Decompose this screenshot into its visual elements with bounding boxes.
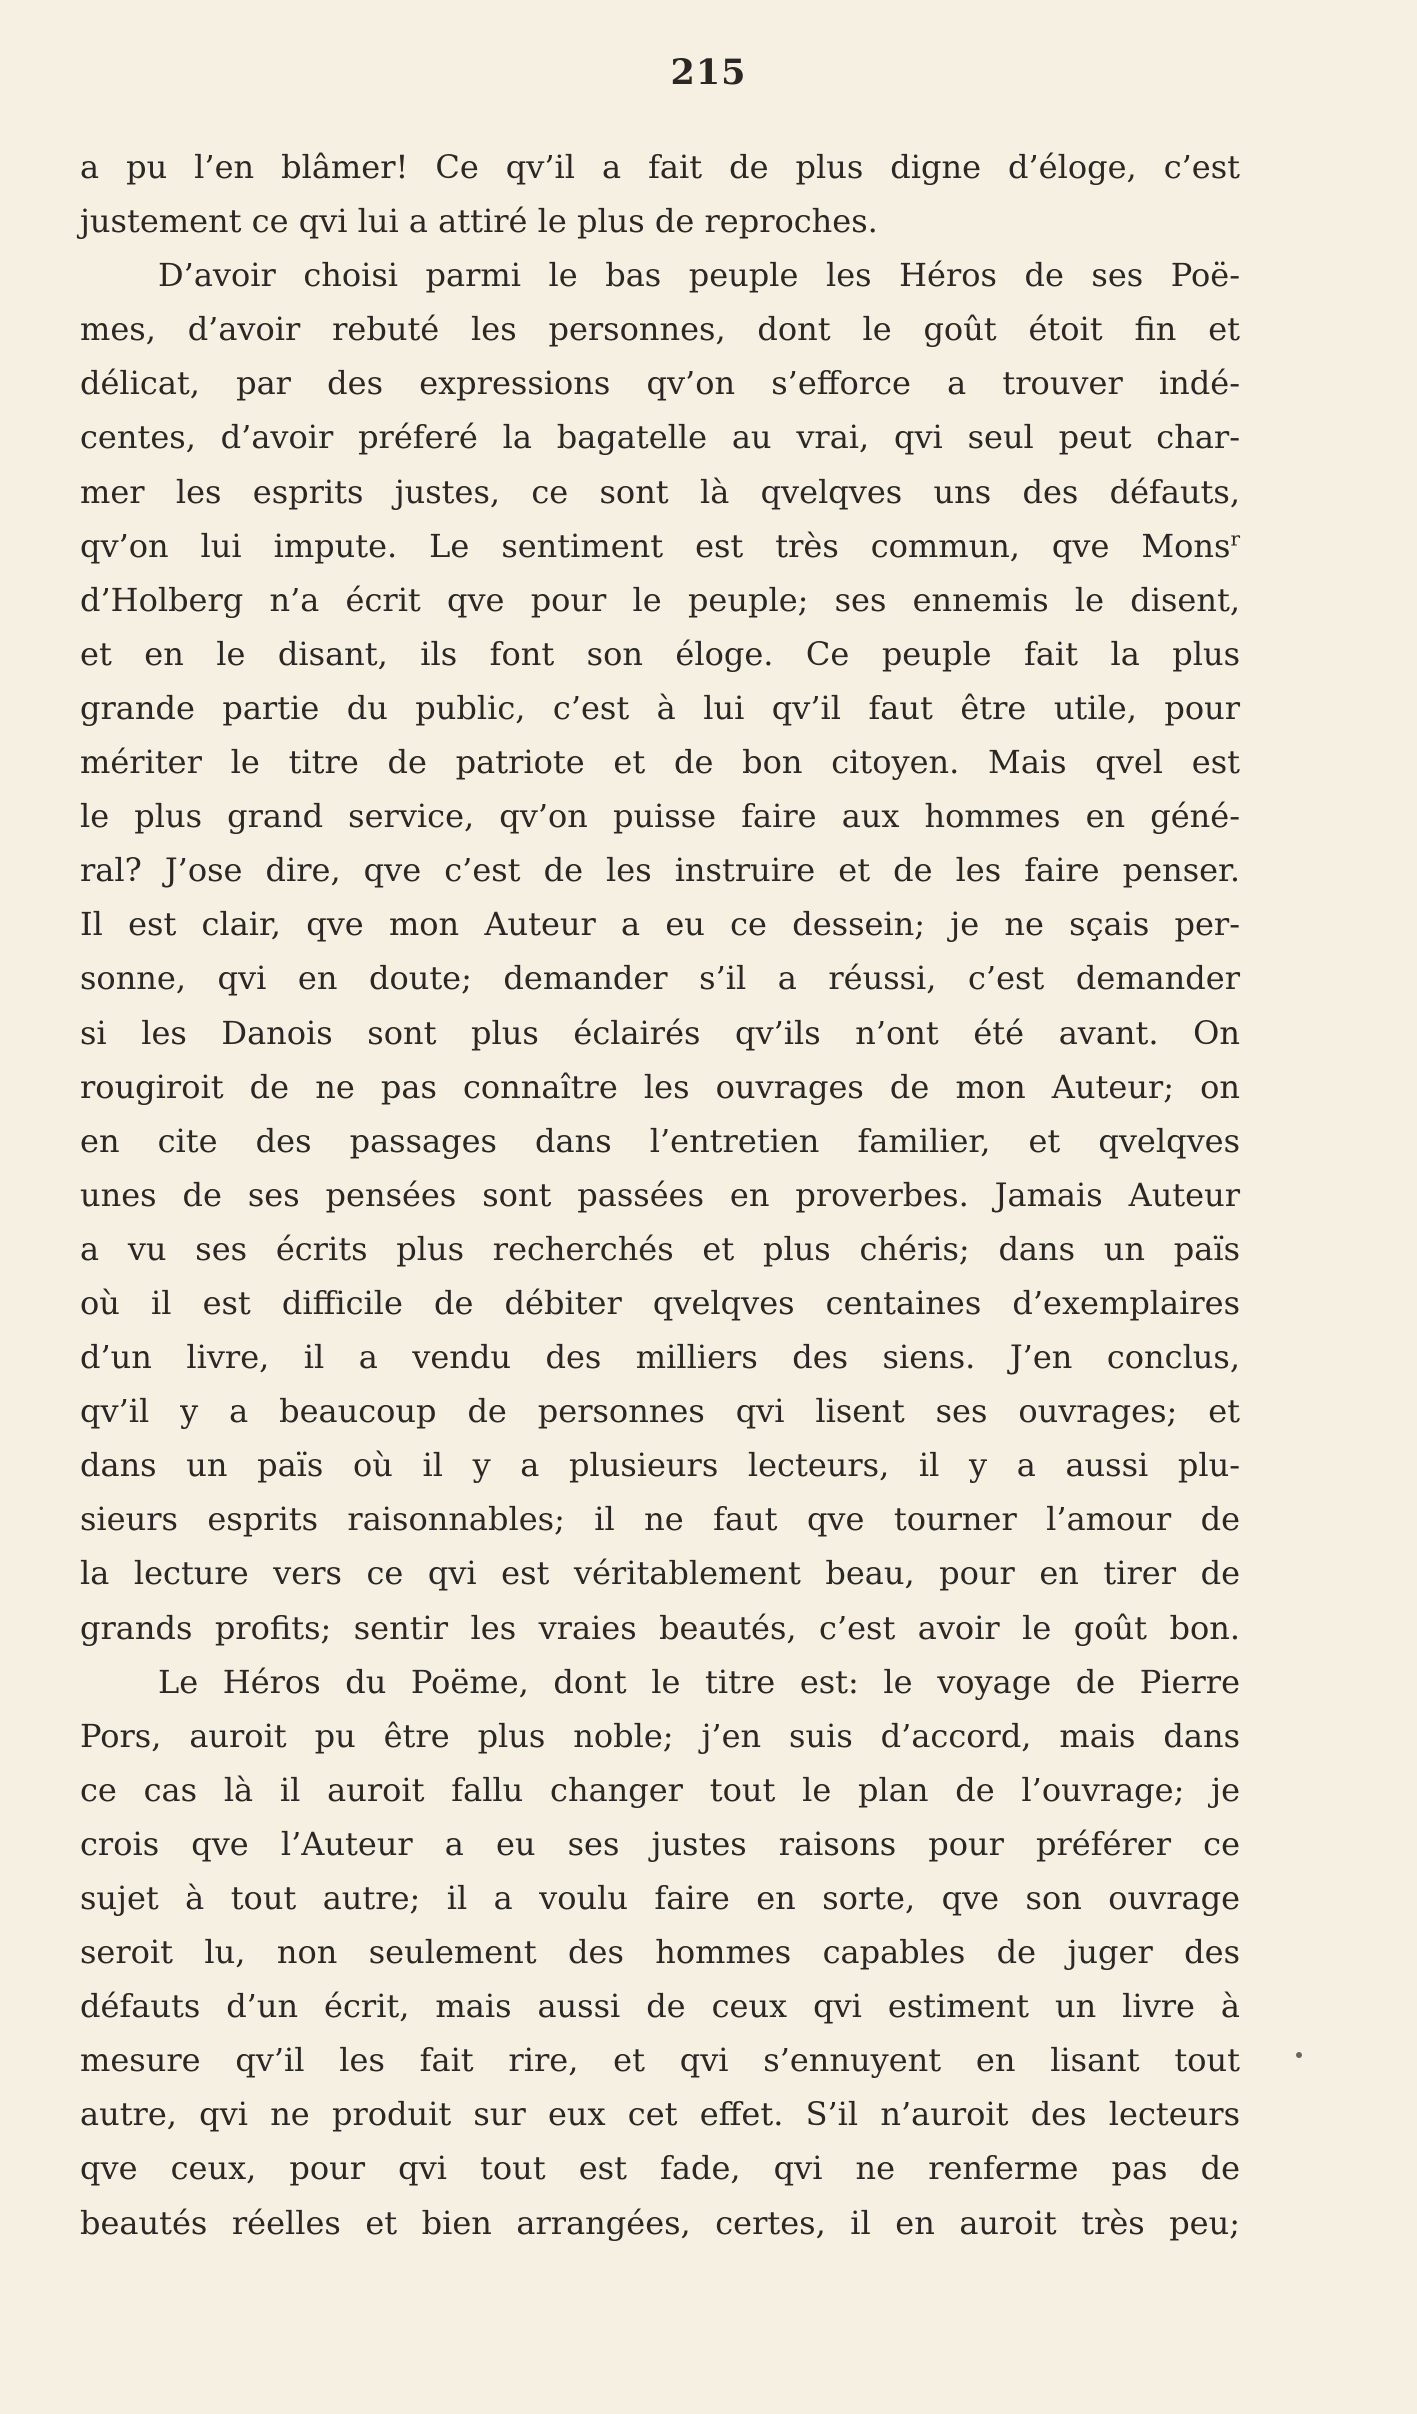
text-line bbox=[80, 302, 1240, 356]
text-line bbox=[80, 2196, 1240, 2250]
text-line-content: a pu l’en blâmer! Ce qv’il a fait de plus digne d’éloge, c’est bbox=[80, 148, 1240, 186]
text-line bbox=[80, 2087, 1240, 2141]
text-line bbox=[80, 140, 1240, 194]
text-line bbox=[80, 1168, 1240, 1222]
text-line bbox=[80, 1546, 1240, 1600]
text-line-content: défauts d’un écrit, mais aussi de ceux qvi estiment un livre à bbox=[80, 1987, 1240, 2026]
text-line-content: Pors, auroit pu être plus noble; j’en suis d’accord, mais dans bbox=[80, 1716, 1240, 1755]
text-line-content: mes, d’avoir rebuté les personnes, dont le goût étoit fin et bbox=[80, 310, 1240, 349]
text-line-content: sujet à tout autre; il a voulu faire en sorte, qve son ouvrage bbox=[80, 1879, 1240, 1917]
text-line bbox=[80, 248, 1240, 302]
text-line bbox=[80, 1709, 1240, 1763]
text-line bbox=[80, 1384, 1240, 1438]
margin-dot bbox=[1296, 2052, 1302, 2058]
text-line-content: seroit lu, non seulement des hommes capables de juger des bbox=[80, 1933, 1240, 1972]
text-line bbox=[80, 465, 1240, 519]
text-line bbox=[80, 1925, 1240, 1979]
text-line bbox=[80, 356, 1240, 410]
text-line-content: si les Danois sont plus éclairés qv’ils n’ont été avant. On bbox=[80, 1013, 1240, 1052]
text-line-content: mer les esprits justes, ce sont là qvelqves uns des défauts, bbox=[80, 472, 1240, 511]
text-line bbox=[80, 519, 1240, 573]
text-line bbox=[80, 1006, 1240, 1060]
text-line-content: ce cas là il auroit fallu changer tout le plan de l’ouvrage; je bbox=[80, 1770, 1240, 1809]
body-text bbox=[80, 140, 1240, 2250]
text-line bbox=[80, 1276, 1240, 1330]
text-line bbox=[80, 843, 1240, 897]
text-line bbox=[80, 194, 1240, 248]
text-line bbox=[80, 1492, 1240, 1546]
text-line-content: d’Holberg n’a écrit qve pour le peuple; ses ennemis le disent, bbox=[80, 580, 1240, 619]
text-line-content: en cite des passages dans l’entretien familier, et qvelqves bbox=[80, 1121, 1240, 1160]
page-number: 215 bbox=[670, 52, 747, 93]
text-line bbox=[80, 1114, 1240, 1168]
text-line-content: centes, d’avoir préferé la bagatelle au vrai, qvi seul peut char- bbox=[80, 418, 1240, 457]
text-line-content: beautés réelles et bien arrangées, certes, il en auroit très peu; bbox=[80, 2203, 1240, 2242]
text-line-content: Le Héros du Poëme, dont le titre est: le voyage de Pierre bbox=[158, 1662, 1240, 1701]
text-line-content: sieurs esprits raisonnables; il ne faut qve tourner l’amour de bbox=[80, 1500, 1240, 1539]
text-line bbox=[80, 1763, 1240, 1817]
text-line bbox=[80, 735, 1240, 789]
text-line bbox=[80, 1871, 1240, 1925]
text-line-content: grande partie du public, c’est à lui qv’il faut être utile, pour bbox=[80, 688, 1240, 727]
text-line bbox=[80, 2033, 1240, 2087]
text-line bbox=[80, 627, 1240, 681]
text-line-content: mériter le titre de patriote et de bon citoyen. Mais qvel est bbox=[80, 743, 1240, 782]
text-line-content: la lecture vers ce qvi est véritablement beau, pour en tirer de bbox=[80, 1554, 1240, 1593]
text-line bbox=[80, 1979, 1240, 2033]
text-line-content: a vu ses écrits plus recherchés et plus chéris; dans un païs bbox=[80, 1229, 1240, 1268]
text-line bbox=[80, 1655, 1240, 1709]
text-line-content: qv’il y a beaucoup de personnes qvi lisent ses ouvrages; et bbox=[80, 1392, 1240, 1431]
text-line bbox=[80, 1601, 1240, 1655]
text-line-content: autre, qvi ne produit sur eux cet effet. S’il n’auroit des lecteurs bbox=[80, 2095, 1240, 2134]
text-line-content: grands profits; sentir les vraies beautés, c’est avoir le goût bon. bbox=[80, 1608, 1240, 1647]
text-line bbox=[80, 681, 1240, 735]
text-line-content: unes de ses pensées sont passées en proverbes. Jamais Auteur bbox=[80, 1175, 1240, 1214]
superscript: r bbox=[1230, 526, 1240, 550]
text-line-content: rougiroit de ne pas connaître les ouvrages de mon Auteur; on bbox=[80, 1067, 1240, 1106]
text-line bbox=[80, 789, 1240, 843]
text-line-content: Il est clair, qve mon Auteur a eu ce dessein; je ne sçais per- bbox=[80, 905, 1240, 944]
text-line-content: ral? J’ose dire, qve c’est de les instruire et de les faire penser. bbox=[80, 851, 1240, 890]
text-line-content: qv’on lui impute. Le sentiment est très commun, qve Mons bbox=[80, 526, 1231, 565]
text-line-content: sonne, qvi en doute; demander s’il a réussi, c’est demander bbox=[80, 959, 1240, 998]
text-line bbox=[80, 1438, 1240, 1492]
text-line-content: délicat, par des expressions qv’on s’efforce a trouver indé- bbox=[80, 364, 1240, 403]
text-line bbox=[80, 1222, 1240, 1276]
text-line bbox=[80, 1330, 1240, 1384]
text-line-content: mesure qv’il les fait rire, et qvi s’ennuyent en lisant tout bbox=[80, 2041, 1240, 2080]
text-line bbox=[80, 1817, 1240, 1871]
text-line-content: dans un païs où il y a plusieurs lecteurs, il y a aussi plu- bbox=[80, 1446, 1240, 1485]
text-line-content: D’avoir choisi parmi le bas peuple les Héros de ses Poë- bbox=[158, 256, 1240, 295]
text-line bbox=[80, 573, 1240, 627]
text-line bbox=[80, 1060, 1240, 1114]
text-line-content: le plus grand service, qv’on puisse faire aux hommes en géné- bbox=[80, 797, 1240, 836]
text-line-content: d’un livre, il a vendu des milliers des siens. J’en conclus, bbox=[80, 1338, 1240, 1377]
text-line-content: où il est difficile de débiter qvelqves centaines d’exemplaires bbox=[80, 1283, 1240, 1322]
text-line bbox=[80, 951, 1240, 1005]
text-line bbox=[80, 410, 1240, 464]
text-line-content: qve ceux, pour qvi tout est fade, qvi ne renferme pas de bbox=[80, 2149, 1240, 2188]
text-line-content: justement ce qvi lui a attiré le plus de reproches. bbox=[80, 202, 878, 241]
text-line bbox=[80, 2141, 1240, 2195]
text-line-content: et en le disant, ils font son éloge. Ce peuple fait la plus bbox=[80, 634, 1240, 673]
text-line bbox=[80, 897, 1240, 951]
text-line-content: crois qve l’Auteur a eu ses justes raisons pour préférer ce bbox=[80, 1824, 1240, 1863]
